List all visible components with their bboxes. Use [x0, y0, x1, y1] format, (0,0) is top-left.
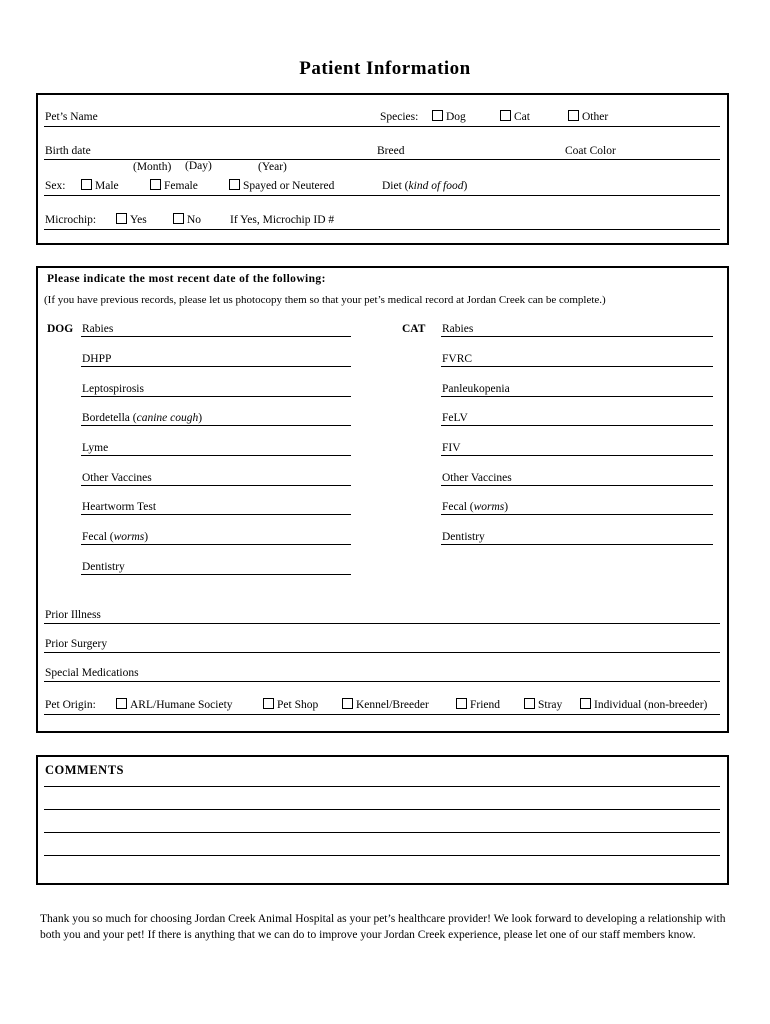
dog-lyme-line[interactable]	[81, 455, 351, 456]
dog-bordetella-label: Bordetella (canine cough)	[82, 412, 203, 424]
species-dog-option[interactable]	[432, 110, 466, 123]
pet-origin-label: Pet Origin:	[45, 699, 96, 711]
cat-felv-line[interactable]	[441, 425, 713, 426]
pet-origin-line	[44, 714, 720, 715]
species-label: Species:	[380, 111, 419, 123]
checkbox-icon[interactable]	[263, 698, 274, 709]
cat-fiv-label: FIV	[442, 442, 461, 454]
dog-label: DOG	[47, 323, 74, 335]
origin-kennel-label: Kennel/Breeder	[356, 699, 429, 711]
species-other-option[interactable]	[568, 110, 608, 123]
female-label: Female	[164, 180, 198, 192]
page-title: Patient Information	[299, 58, 471, 79]
cat-rabies-line[interactable]	[441, 336, 713, 337]
dog-dentistry-line[interactable]	[81, 574, 351, 575]
birth-date-label: Birth date	[45, 145, 91, 157]
dog-rabies-line[interactable]	[81, 336, 351, 337]
thank-you-message: Thank you so much for choosing Jordan Creek Animal Hospital as your pet’s healthcare provider! We look forward to developing a relationship with both you and your pet! If there is anything that we can do to improve your Jordan Creek experience, please let one of our staff members know.	[40, 913, 726, 941]
cat-panleukopenia-label: Panleukopenia	[442, 383, 510, 395]
species-dog-label: Dog	[446, 111, 466, 123]
cat-fvrc-line[interactable]	[441, 366, 713, 367]
coat-color-label: Coat Color	[565, 145, 616, 157]
dog-lepto-label: Leptospirosis	[82, 383, 144, 395]
origin-friend-label: Friend	[470, 699, 501, 711]
origin-arl-label: ARL/Humane Society	[130, 699, 233, 711]
checkbox-icon[interactable]	[116, 213, 127, 224]
origin-stray-option[interactable]	[524, 698, 562, 711]
prior-illness-line[interactable]	[44, 623, 720, 624]
dog-rabies-label: Rabies	[82, 323, 114, 335]
month-hint: (Month)	[133, 161, 172, 173]
sex-male-option[interactable]	[81, 179, 119, 192]
species-cat-label: Cat	[514, 111, 530, 123]
origin-arl-option[interactable]	[116, 698, 233, 711]
origin-kennel-option[interactable]	[342, 698, 429, 711]
species-cat-option[interactable]	[500, 110, 530, 123]
microchip-yes-option[interactable]	[116, 213, 147, 226]
pets-name-label: Pet’s Name	[45, 111, 98, 123]
comment-line-1[interactable]	[44, 786, 720, 787]
species-other-label: Other	[582, 111, 609, 123]
dog-dhpp-line[interactable]	[81, 366, 351, 367]
comments-section	[36, 755, 729, 885]
cat-fecal-line[interactable]	[441, 514, 713, 515]
dog-other-vaccines-label: Other Vaccines	[82, 472, 152, 484]
cat-felv-label: FeLV	[442, 412, 468, 424]
checkbox-icon[interactable]	[580, 698, 591, 709]
special-medications-line[interactable]	[44, 681, 720, 682]
male-label: Male	[95, 180, 119, 192]
cat-other-vaccines-label: Other Vaccines	[442, 472, 512, 484]
cat-other-vaccines-line[interactable]	[441, 485, 713, 486]
dog-lepto-line[interactable]	[81, 396, 351, 397]
microchip-label: Microchip:	[45, 214, 97, 226]
cat-fvrc-label: FVRC	[442, 353, 473, 365]
spayed-label: Spayed or Neutered	[243, 180, 335, 192]
spayed-option[interactable]	[229, 179, 334, 192]
checkbox-icon[interactable]	[81, 179, 92, 190]
dog-dentistry-label: Dentistry	[82, 561, 125, 573]
vaccination-heading: Please indicate the most recent date of the following:	[47, 273, 326, 285]
cat-fecal-label: Fecal (worms)	[442, 501, 509, 513]
checkbox-icon[interactable]	[342, 698, 353, 709]
origin-individual-label: Individual (non-breeder)	[594, 699, 708, 711]
dog-fecal-line[interactable]	[81, 544, 351, 545]
dog-heartworm-label: Heartworm Test	[82, 501, 157, 513]
origin-friend-option[interactable]	[456, 698, 500, 711]
cat-panleukopenia-line[interactable]	[441, 396, 713, 397]
origin-stray-label: Stray	[538, 699, 563, 711]
comment-line-4[interactable]	[44, 855, 720, 856]
comments-heading: COMMENTS	[45, 763, 124, 777]
origin-pet-shop-option[interactable]	[263, 698, 318, 711]
yes-label: Yes	[130, 214, 147, 226]
records-note: (If you have previous records, please let us photocopy them so that your pet’s medical record at Jordan Creek can be complete.)	[44, 294, 606, 306]
pets-name-line[interactable]	[44, 126, 720, 127]
checkbox-icon[interactable]	[432, 110, 443, 121]
dog-lyme-label: Lyme	[82, 442, 109, 454]
checkbox-icon[interactable]	[116, 698, 127, 709]
birth-date-line[interactable]	[44, 159, 720, 160]
cat-label: CAT	[402, 323, 426, 335]
checkbox-icon[interactable]	[568, 110, 579, 121]
breed-label: Breed	[377, 145, 405, 157]
day-hint: (Day)	[185, 160, 212, 172]
dog-fecal-label: Fecal (worms)	[82, 531, 149, 543]
cat-fiv-line[interactable]	[441, 455, 713, 456]
checkbox-icon[interactable]	[456, 698, 467, 709]
origin-pet-shop-label: Pet Shop	[277, 699, 319, 711]
sex-diet-line[interactable]	[44, 195, 720, 196]
dog-dhpp-label: DHPP	[82, 353, 112, 365]
sex-female-option[interactable]	[150, 179, 198, 192]
diet-label: Diet (kind of food)	[382, 180, 468, 192]
prior-surgery-label: Prior Surgery	[45, 638, 108, 650]
dog-other-vaccines-line[interactable]	[81, 485, 351, 486]
special-medications-label: Special Medications	[45, 667, 139, 679]
checkbox-icon[interactable]	[500, 110, 511, 121]
sex-label: Sex:	[45, 180, 66, 192]
microchip-line[interactable]	[44, 229, 720, 230]
checkbox-icon[interactable]	[150, 179, 161, 190]
cat-rabies-label: Rabies	[442, 323, 474, 335]
checkbox-icon[interactable]	[173, 213, 184, 224]
checkbox-icon[interactable]	[229, 179, 240, 190]
origin-individual-option[interactable]	[580, 698, 707, 711]
microchip-id-label: If Yes, Microchip ID #	[230, 214, 335, 226]
comment-line-2[interactable]	[44, 809, 720, 810]
no-label: No	[187, 214, 202, 226]
cat-dentistry-label: Dentistry	[442, 531, 485, 543]
dog-heartworm-line[interactable]	[81, 514, 351, 515]
prior-illness-label: Prior Illness	[45, 609, 101, 621]
prior-surgery-line[interactable]	[44, 652, 720, 653]
checkbox-icon[interactable]	[524, 698, 535, 709]
comment-line-3[interactable]	[44, 832, 720, 833]
year-hint: (Year)	[258, 161, 287, 173]
dog-bordetella-line[interactable]	[81, 425, 351, 426]
microchip-no-option[interactable]	[173, 213, 201, 226]
cat-dentistry-line[interactable]	[441, 544, 713, 545]
